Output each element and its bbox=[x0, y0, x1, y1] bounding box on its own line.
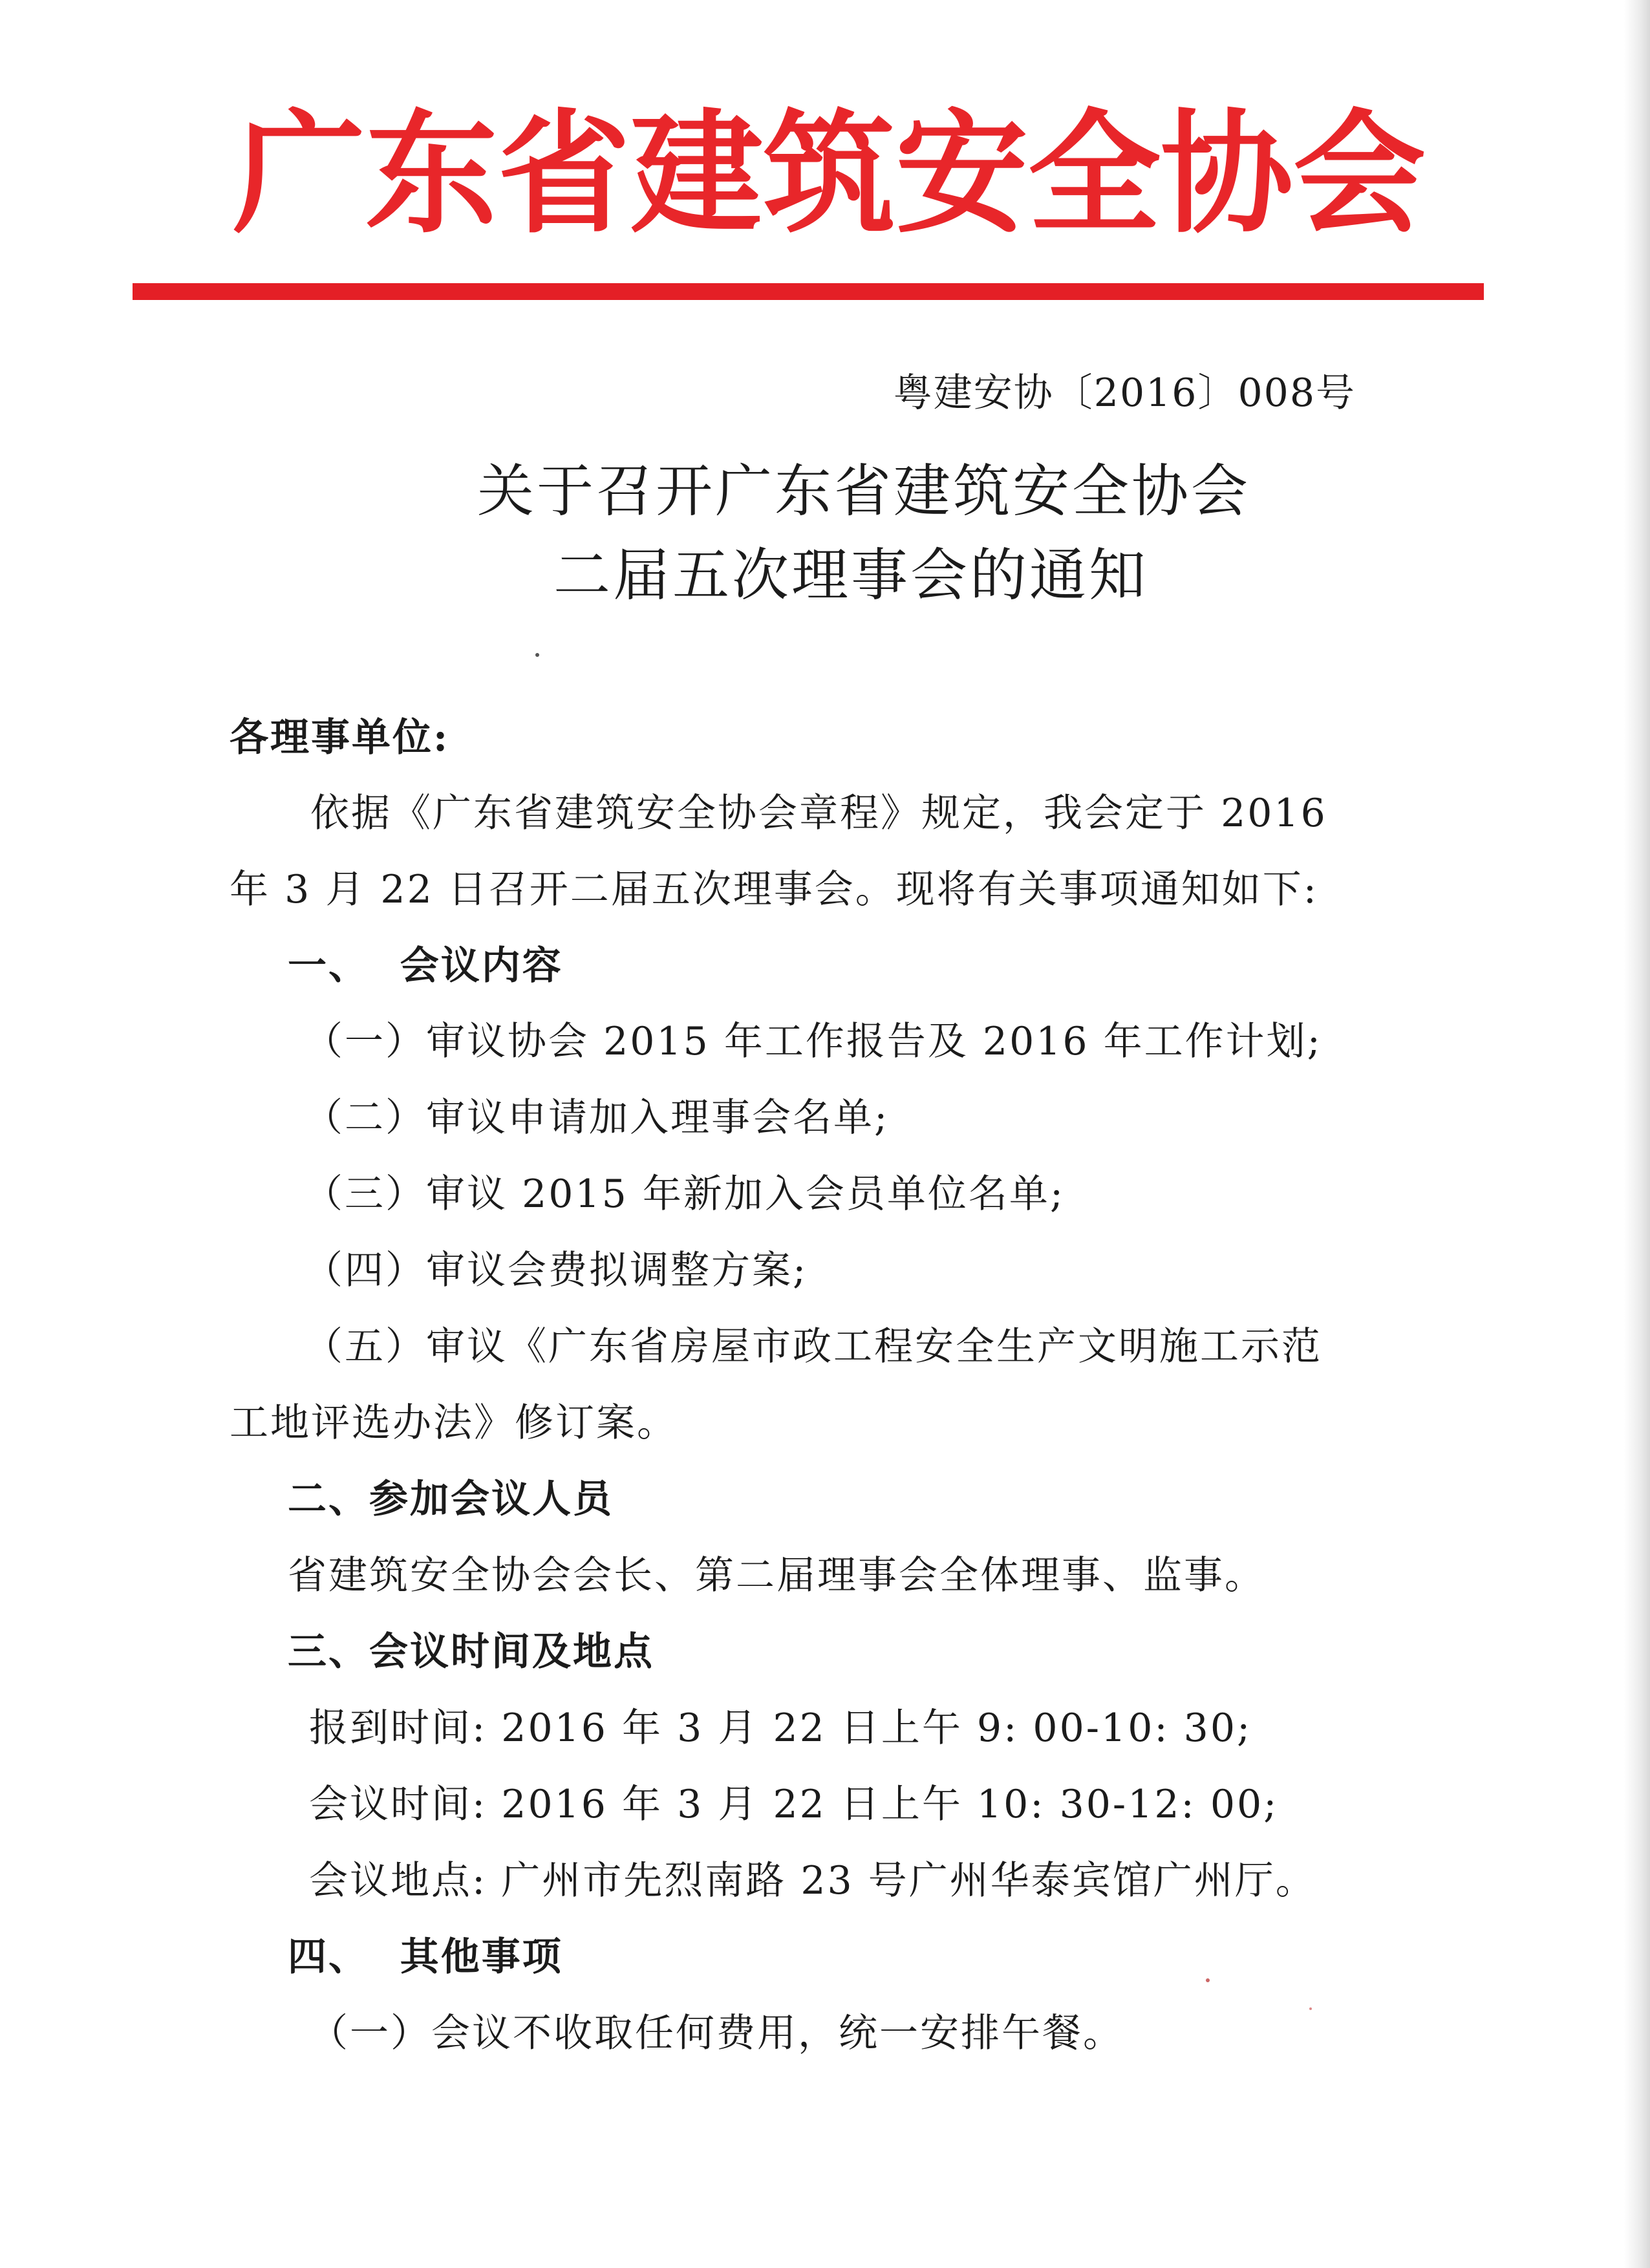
scan-speck bbox=[1309, 2007, 1312, 2010]
letterhead-char: 筑 bbox=[763, 97, 895, 251]
section1-item: （三）审议 2015 年新加入会员单位名单; bbox=[304, 1171, 1066, 1217]
section3-heading: 三、会议时间及地点 bbox=[288, 1629, 654, 1674]
section4-item: （一）会议不收取任何费用，统一安排午餐。 bbox=[309, 2011, 1124, 2056]
section2-text: 省建筑安全协会会长、第二届理事会全体理事、监事。 bbox=[288, 1553, 1265, 1598]
salutation: 各理事单位: bbox=[230, 715, 450, 760]
document-number: 粤建安协〔2016〕008号 bbox=[893, 370, 1356, 416]
section4-heading: 四、 其他事项 bbox=[288, 1934, 563, 1980]
letterhead-char: 广 bbox=[233, 97, 365, 251]
document-title-line2: 二届五次理事会的通知 bbox=[553, 542, 1148, 608]
section1-item: （一）审议协会 2015 年工作报告及 2016 年工作计划; bbox=[304, 1019, 1322, 1064]
letterhead-char: 东 bbox=[365, 97, 498, 251]
page-edge bbox=[1624, 0, 1650, 2268]
letterhead-char: 省 bbox=[498, 97, 630, 251]
meeting-time: 会议时间: 2016 年 3 月 22 日上午 10: 30-12: 00; bbox=[309, 1782, 1279, 1827]
section1-item: （四）审议会费拟调整方案; bbox=[304, 1248, 808, 1293]
checkin-time: 报到时间: 2016 年 3 月 22 日上午 9: 00-10: 30; bbox=[309, 1706, 1252, 1751]
section1-item: （五）审议《广东省房屋市政工程安全生产文明施工示范 bbox=[304, 1324, 1322, 1369]
meeting-venue: 会议地点: 广州市先烈南路 23 号广州华泰宾馆广州厅。 bbox=[309, 1858, 1316, 1903]
intro-line2: 年 3 月 22 日召开二届五次理事会。现将有关事项通知如下: bbox=[230, 867, 1319, 912]
intro-line1: 依据《广东省建筑安全协会章程》规定，我会定于 2016 bbox=[310, 791, 1327, 836]
letterhead-char: 安 bbox=[895, 97, 1028, 251]
letterhead-char: 建 bbox=[630, 97, 763, 251]
letterhead-char: 全 bbox=[1028, 97, 1161, 251]
section2-heading: 二、参加会议人员 bbox=[288, 1477, 614, 1522]
letterhead-title bbox=[233, 97, 1426, 252]
document-title-line1: 关于召开广东省建筑安全协会 bbox=[477, 458, 1250, 524]
letterhead-char: 协 bbox=[1161, 97, 1293, 251]
red-divider-rule bbox=[133, 283, 1484, 300]
scan-speck bbox=[1206, 1978, 1210, 1982]
scan-speck bbox=[535, 653, 539, 657]
letterhead-char: 会 bbox=[1293, 97, 1426, 251]
section1-heading: 一、 会议内容 bbox=[288, 943, 563, 989]
section1-item-continuation: 工地评选办法》修订案。 bbox=[230, 1400, 678, 1446]
section1-item: （二）审议申请加入理事会名单; bbox=[304, 1095, 890, 1140]
